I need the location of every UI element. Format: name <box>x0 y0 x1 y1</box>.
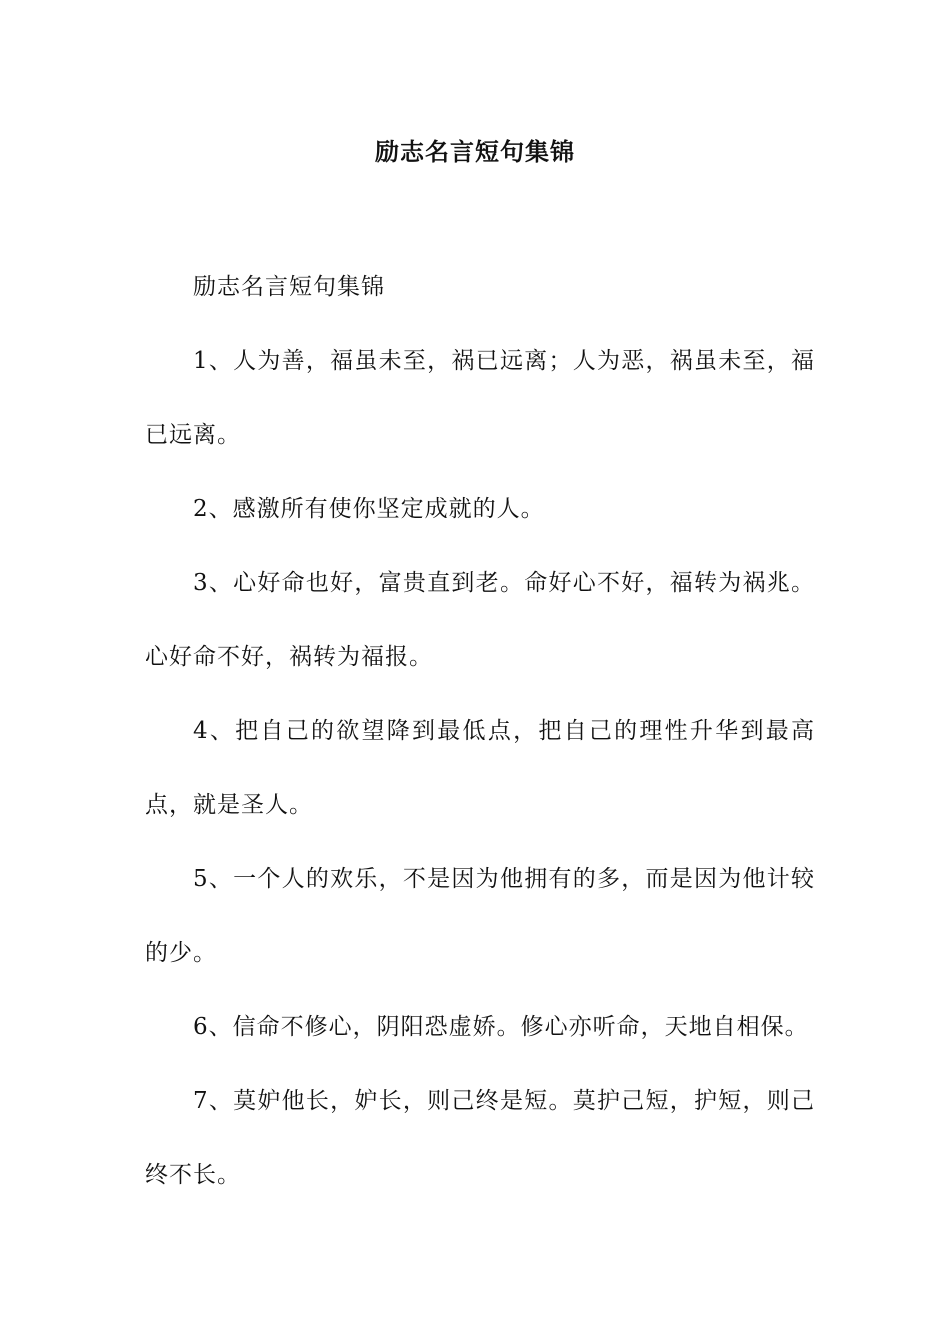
quote-item-3: 3、心好命也好，富贵直到老。命好心不好，福转为祸兆。心好命不好，祸转为福报。 <box>145 570 815 670</box>
quote-item-1: 1、人为善，福虽未至，祸已远离；人为恶，祸虽未至，福已远离。 <box>145 348 815 448</box>
document-title: 励志名言短句集锦 <box>375 137 575 166</box>
quote-item-5: 5、一个人的欢乐，不是因为他拥有的多，而是因为他计较的少。 <box>145 866 815 966</box>
quote-item-4: 4、把自己的欲望降到最低点，把自己的理性升华到最高点，就是圣人。 <box>145 718 815 818</box>
document-body <box>145 250 815 1212</box>
quote-item-2: 2、感激所有使你坚定成就的人。 <box>193 496 545 522</box>
document-subtitle: 励志名言短句集锦 <box>193 274 385 300</box>
quote-item-6: 6、信命不修心，阴阳恐虚娇。修心亦听命，天地自相保。 <box>193 1014 809 1040</box>
quote-item-7: 7、莫妒他长，妒长，则己终是短。莫护己短，护短，则己终不长。 <box>145 1088 815 1188</box>
